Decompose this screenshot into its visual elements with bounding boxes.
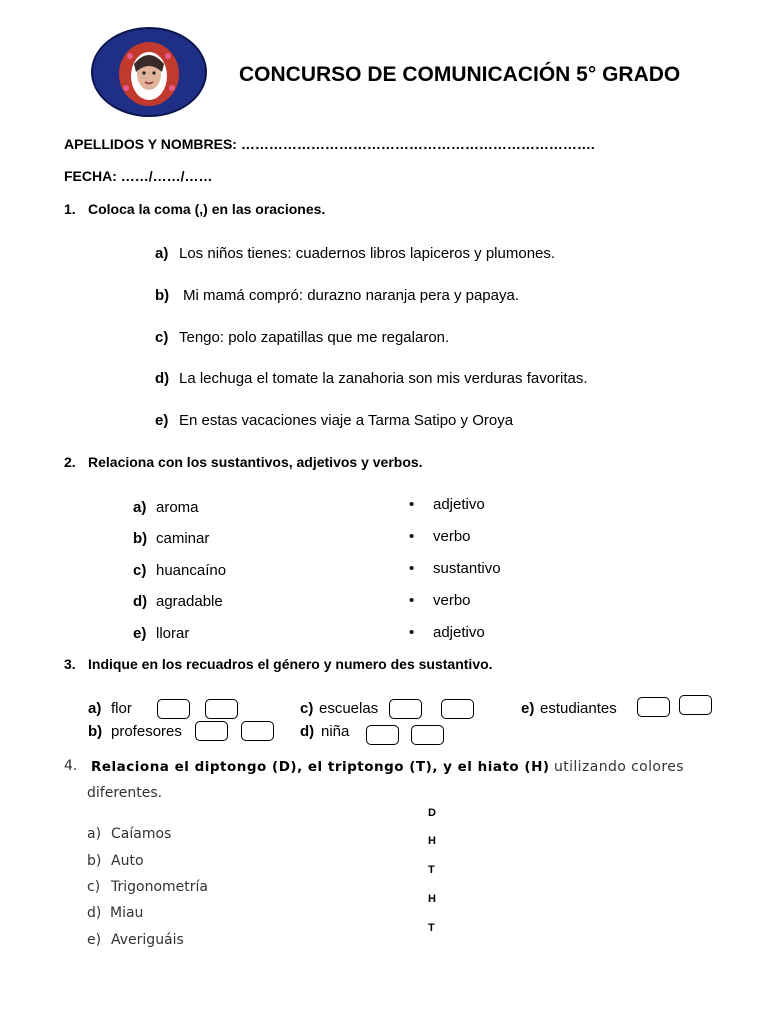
word: aroma [156, 499, 199, 516]
date-field: FECHA: ……/……/…… [64, 168, 213, 184]
item-label: c) [87, 879, 101, 895]
bullet-icon: • [409, 528, 415, 545]
word: agradable [156, 593, 223, 610]
bullet-icon: • [409, 624, 415, 641]
noun: escuelas [319, 700, 379, 717]
letter-label: D [428, 807, 436, 819]
sentence: Tengo: polo zapatillas que me regalaron. [179, 329, 450, 346]
answer-box[interactable] [366, 725, 399, 745]
answer-box[interactable] [195, 721, 228, 741]
question-number: 1. [64, 201, 76, 217]
page-title: CONCURSO DE COMUNICACIÓN 5° GRADO [239, 63, 681, 86]
category: verbo [433, 528, 471, 545]
question-number: 2. [64, 454, 76, 470]
item-label: b) [87, 853, 102, 869]
question-text: Relaciona el diptongo (D), el triptongo (T), y el hiato (H) [91, 759, 550, 775]
answer-box[interactable] [679, 695, 712, 715]
letter-label: H [428, 835, 436, 847]
item-label: a) [88, 700, 102, 717]
answer-box[interactable] [411, 725, 444, 745]
category: adjetivo [433, 496, 485, 513]
item-label: d) [133, 593, 148, 610]
answer-box[interactable] [205, 699, 238, 719]
bullet-icon: • [409, 496, 415, 513]
item-label: b) [133, 530, 148, 547]
question-text-rest: utilizando colores [553, 759, 684, 775]
noun: flor [111, 700, 132, 717]
item-label: a) [155, 245, 169, 262]
sentence: Mi mamá compró: durazno naranja pera y papaya. [183, 287, 520, 304]
answer-box[interactable] [389, 699, 422, 719]
word: huancaíno [156, 562, 227, 579]
question-text: Coloca la coma (,) en las oraciones. [88, 201, 326, 217]
answer-box[interactable] [637, 697, 670, 717]
sentence: La lechuga el tomate la zanahoria son mis verduras favoritas. [179, 370, 588, 387]
word: Averiguáis [111, 932, 184, 948]
noun: profesores [111, 723, 182, 740]
item-label: b) [155, 287, 170, 304]
word: caminar [156, 530, 210, 547]
category: sustantivo [433, 560, 501, 577]
letter-label: T [428, 922, 435, 934]
item-label: e) [133, 625, 147, 642]
answer-box[interactable] [157, 699, 190, 719]
logo-text: ROSA DE SANTA MARÍA [90, 18, 224, 29]
item-label: e) [521, 700, 535, 717]
item-label: a) [133, 499, 147, 516]
category: verbo [433, 592, 471, 609]
school-logo [90, 18, 224, 118]
item-label: c) [155, 329, 169, 346]
question-number: 3. [64, 656, 76, 672]
word: Miau [110, 905, 144, 921]
bullet-icon: • [409, 560, 415, 577]
bullet-icon: • [409, 592, 415, 609]
sentence: Los niños tienes: cuadernos libros lapiceros y plumones. [179, 245, 556, 262]
question-text: Indique en los recuadros el género y numero des sustantivo. [88, 656, 493, 672]
item-label: e) [87, 932, 102, 948]
word: Trigonometría [111, 879, 208, 895]
item-label: d) [87, 905, 102, 921]
answer-box[interactable] [241, 721, 274, 741]
category: adjetivo [433, 624, 485, 641]
word: Caíamos [111, 826, 172, 842]
noun: estudiantes [540, 700, 617, 717]
question-text: Relaciona con los sustantivos, adjetivos y verbos. [88, 454, 423, 470]
sentence: En estas vacaciones viaje a Tarma Satipo y Oroya [179, 412, 514, 429]
letter-label: H [428, 893, 436, 905]
answer-box[interactable] [441, 699, 474, 719]
names-field: APELLIDOS Y NOMBRES: …………………………………………………………………. [64, 136, 595, 152]
item-label: d) [155, 370, 170, 387]
item-label: c) [133, 562, 147, 579]
word: Auto [111, 853, 144, 869]
word: llorar [156, 625, 190, 642]
item-label: a) [87, 826, 102, 842]
item-label: e) [155, 412, 169, 429]
item-label: b) [88, 723, 103, 740]
noun: niña [321, 723, 350, 740]
question-text-line2: diferentes. [87, 785, 163, 801]
item-label: d) [300, 723, 315, 740]
letter-label: T [428, 864, 435, 876]
item-label: c) [300, 700, 314, 717]
question-number: 4. [64, 758, 78, 774]
